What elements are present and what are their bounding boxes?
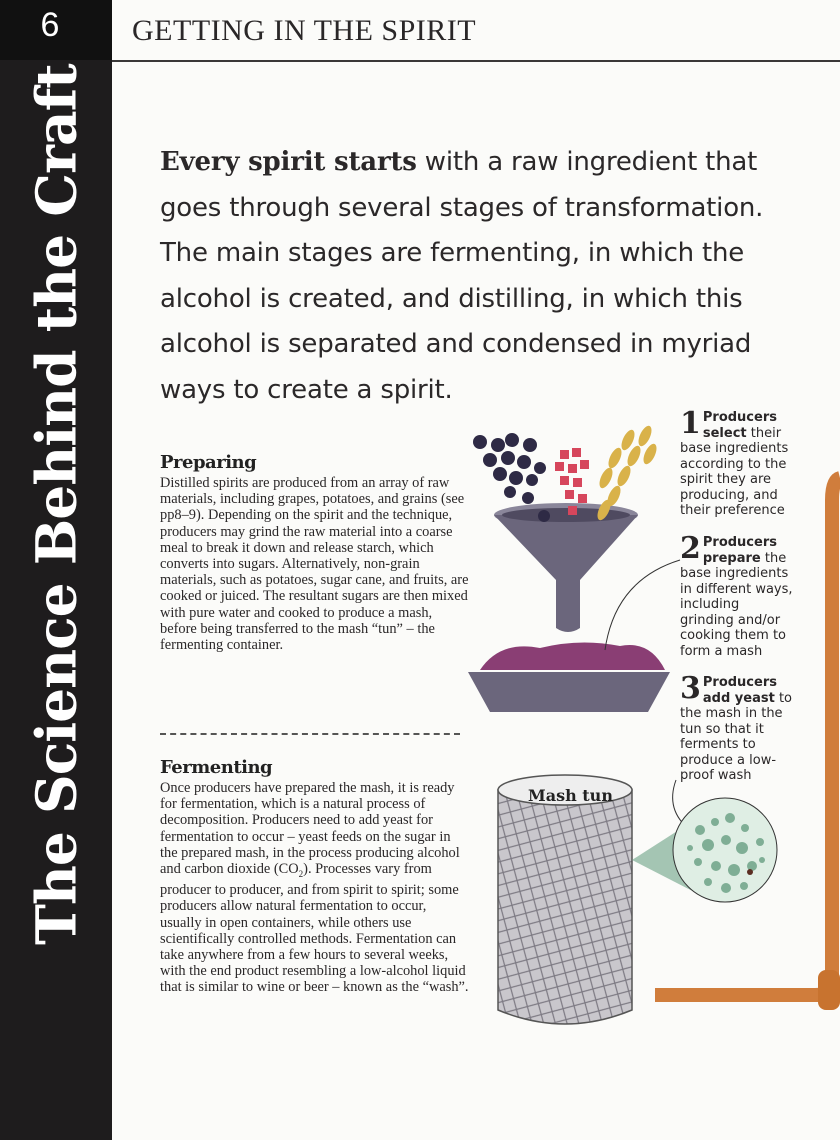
step-2-bold: Producers prepare bbox=[702, 535, 777, 566]
step-2-number: 2 bbox=[680, 531, 701, 566]
fermenting-body-part1: Once producers have prepared the mash, it is ready for fermentation, which is a natural process of decomposition. Producers need to add yeast for fermentation to occur – yeast feeds on the sugar in the prepared mash, in the process producing alcohol and carbon dioxide (CO bbox=[160, 780, 460, 878]
running-head: GETTING IN THE SPIRIT bbox=[132, 14, 477, 47]
fermenting-body bbox=[160, 780, 470, 996]
mash-tun bbox=[498, 775, 632, 1024]
step-3-text: to the mash in the tun so that it ferments to produce a low-proof wash bbox=[680, 690, 792, 783]
chapter-sidebar bbox=[0, 0, 112, 1140]
chapter-title-wrap bbox=[0, 64, 112, 950]
step-2 bbox=[680, 531, 795, 659]
pipe-joint bbox=[818, 970, 840, 1010]
page-header bbox=[112, 0, 840, 62]
preparing-body: Distilled spirits are produced from an array of raw materials, including grapes, potatoes, and grains (see pp8–9). Depending on the spirit and the technique, producers may grind the raw material into a coarse meal to break it down and release starch, which converts into sugars. Alternatively, non-grain materials, such as potatoes, sugar cane, and fruits, are cooked or juiced. The resultant sugars are then mixed with pure water and cooked to produce a mash, before being transferred to the mash “tun” – the fermenting container. bbox=[160, 475, 469, 654]
preparing-heading: Preparing bbox=[160, 452, 257, 473]
co2-subscript: 2 bbox=[298, 868, 304, 879]
step-3-bold: Producers add yeast bbox=[702, 675, 777, 706]
step-1-number: 1 bbox=[680, 406, 701, 441]
fermenting-body-part2: ). Processes vary from producer to producer, and from spirit to spirit; some producers allow natural fermentation to occur, usually in open containers, while others use scientifically controlled methods. Fermentation can take anywhere from a few hours to several weeks, with the end product resembling a low-alcohol liquid that is similar to wine or beer – known as the “wash”. bbox=[160, 861, 469, 996]
page-number: 6 bbox=[40, 6, 60, 44]
yeast-magnifier bbox=[673, 798, 777, 902]
step-1 bbox=[680, 406, 795, 519]
step-3-number: 3 bbox=[680, 671, 701, 706]
intro-text: with a raw ingredient that goes through several stages of transformation. The main stages are fermenting, in which the alcohol is created, and distilling, in which this alcohol is separated and condensed in myriad ways to create a spirit. bbox=[160, 147, 764, 405]
intro-lead: Every spirit starts bbox=[160, 147, 417, 177]
fermenting-heading: Fermenting bbox=[160, 757, 273, 778]
page-number-box bbox=[0, 0, 112, 60]
mash-tray bbox=[468, 642, 670, 712]
section-divider bbox=[160, 733, 460, 735]
intro-paragraph bbox=[160, 140, 800, 413]
leader-line-2 bbox=[605, 560, 680, 650]
step-1-text: their base ingredients according to the spirit they are producing, and their preference bbox=[680, 425, 789, 518]
step-2-text: the base ingredients in different ways, including grinding and/or cooking them to form a mash bbox=[680, 550, 793, 659]
grains-icon bbox=[595, 424, 659, 522]
chapter-title: The Science Behind the Craft bbox=[23, 64, 89, 945]
mash-tun-label: Mash tun bbox=[528, 786, 613, 805]
step-1-bold: Producers select bbox=[702, 410, 777, 441]
step-3 bbox=[680, 671, 795, 784]
